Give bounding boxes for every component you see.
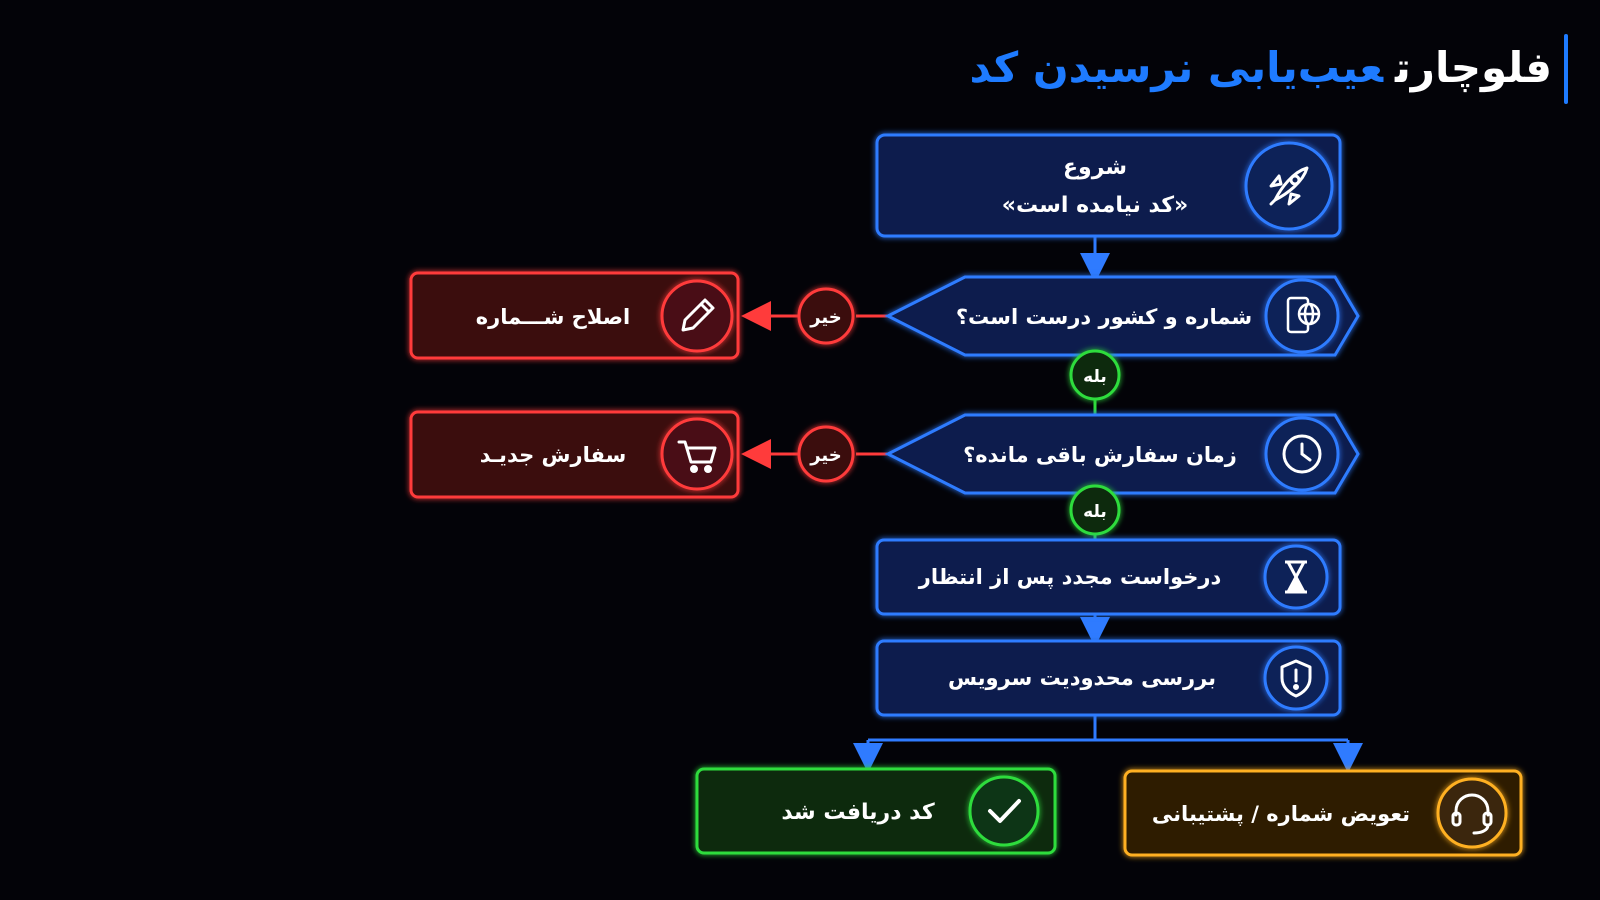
badge-no-2	[799, 427, 853, 481]
node-fix-number	[411, 273, 738, 358]
yes-2-label: بله	[1083, 502, 1107, 522]
q-number-label: شماره و کشور درست است؟	[955, 305, 1253, 329]
new-order-label: سفارش جدیـد	[479, 443, 627, 467]
no-2-label: خیر	[810, 445, 842, 466]
node-new-order	[411, 412, 738, 497]
support-label: تعویض شماره / پشتیبانی	[1151, 802, 1411, 826]
fix-number-label: اصلاح شـــماره	[475, 305, 631, 329]
received-label: کد دریافت شد	[781, 800, 935, 825]
node-start	[877, 135, 1340, 236]
title-accent: عیب‌یابی نرسیدن کد	[969, 43, 1384, 92]
node-received	[697, 769, 1055, 853]
start-line2: «کد نیامده است»	[1001, 193, 1189, 218]
check-limit-label: بررسی محدودیت سرویس	[947, 666, 1217, 690]
start-line1: شروع	[1062, 155, 1128, 180]
node-decision-number	[888, 277, 1358, 355]
node-check-limit	[877, 641, 1340, 715]
badge-yes-2	[1071, 486, 1119, 534]
badge-yes-1	[1071, 351, 1119, 399]
no-1-label: خیر	[810, 307, 842, 328]
q-time-label: زمان سفارش باقی مانده؟	[963, 443, 1237, 467]
edge-check-split	[868, 715, 1348, 740]
title-main: فلوچارت	[1395, 43, 1552, 92]
retry-label: درخواست مجدد پس از انتظار	[918, 565, 1222, 589]
node-decision-time	[888, 415, 1358, 493]
node-support	[1125, 771, 1521, 855]
badge-no-1	[799, 289, 853, 343]
node-retry	[877, 540, 1340, 614]
yes-1-label: بله	[1083, 367, 1107, 387]
